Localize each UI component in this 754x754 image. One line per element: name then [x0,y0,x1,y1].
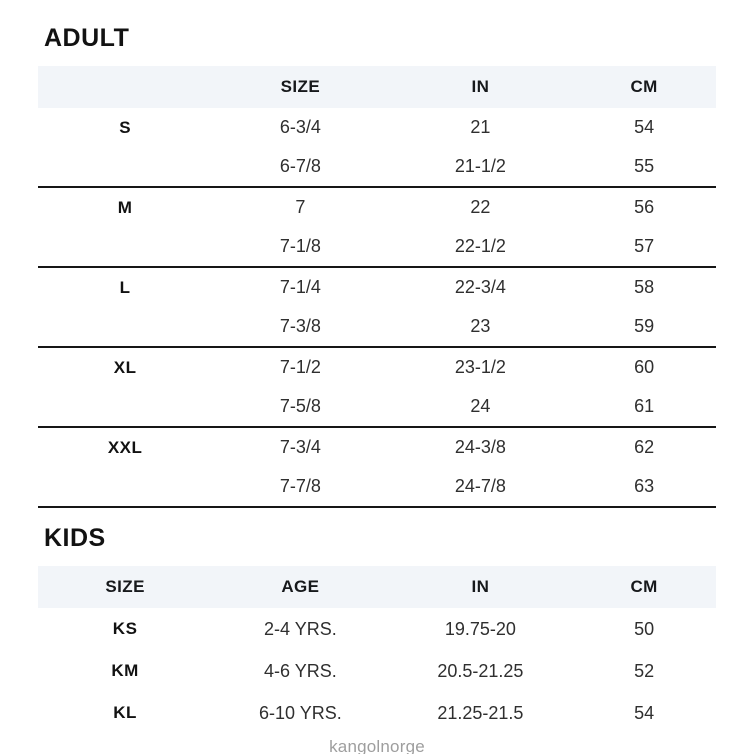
kids-size-row [38,692,716,734]
kids-section-title: KIDS [44,524,106,552]
kids-size-label: KL [113,703,137,722]
adult-size-cell: 7-3/8 [212,307,388,347]
adult-size-cell: 60 [634,357,655,377]
adult-size-label [38,307,212,347]
adult-size-row [38,187,716,227]
adult-size-row [38,108,716,147]
adult-size-cell: 7-3/4 [279,437,321,457]
adult-size-cell: 22 [470,197,491,217]
adult-size-label: XL [113,357,137,377]
adult-size-row [38,307,716,347]
kids-size-table [38,566,716,734]
adult-size-cell: 7-7/8 [212,467,388,507]
kids-size-label: KM [111,661,139,680]
kids-size-cell: 50 [634,618,655,639]
adult-header-cell: CM [572,66,716,108]
kids-size-cell: 19.75-20 [444,618,516,639]
adult-size-cell: 7-5/8 [212,387,388,427]
adult-size-cell: 21 [470,117,491,137]
kids-size-label: KS [112,619,138,638]
adult-header-cell [38,66,212,108]
adult-size-label [38,467,212,507]
kids-header-cell: CM [572,566,716,608]
adult-size-cell: 22-3/4 [454,277,506,297]
kids-table-body [38,608,716,734]
adult-size-row [38,347,716,387]
adult-size-cell: 24 [389,387,573,427]
adult-size-row [38,227,716,267]
adult-size-cell: 24-3/8 [454,437,506,457]
adult-size-cell: 7-1/4 [279,277,321,297]
kids-size-cell: 6-10 YRS. [259,702,342,723]
adult-size-row [38,387,716,427]
footer-brand: kangolnorge [329,737,425,754]
kids-size-cell: 4-6 YRS. [264,660,337,681]
adult-size-cell: 6-7/8 [212,147,388,187]
adult-size-row [38,467,716,507]
adult-size-cell: 24-7/8 [389,467,573,507]
kids-size-cell: 52 [634,660,655,681]
adult-size-cell: 7 [295,197,306,217]
adult-size-cell: 55 [572,147,716,187]
kids-size-row [38,608,716,650]
adult-size-cell: 56 [634,197,655,217]
adult-size-cell: 62 [634,437,655,457]
adult-size-cell: 57 [572,227,716,267]
adult-size-cell: 7-1/8 [212,227,388,267]
kids-size-cell: 2-4 YRS. [264,618,337,639]
adult-section-title: ADULT [44,24,130,52]
adult-size-row [38,427,716,467]
adult-size-label [38,387,212,427]
adult-size-cell: 21-1/2 [389,147,573,187]
adult-size-cell: 6-3/4 [279,117,321,137]
adult-size-cell: 7-1/2 [279,357,321,377]
kids-header-row [38,566,716,608]
adult-size-cell: 61 [572,387,716,427]
adult-size-table [38,66,716,508]
adult-size-label: M [117,197,133,217]
adult-table-body [38,108,716,507]
adult-size-cell: 63 [572,467,716,507]
kids-size-cell: 54 [634,702,655,723]
adult-size-label: S [119,117,132,137]
adult-size-row [38,267,716,307]
adult-size-label [38,147,212,187]
kids-header-cell: AGE [212,566,388,608]
adult-size-row [38,147,716,187]
adult-size-label [38,227,212,267]
adult-header-cell: SIZE [212,66,388,108]
adult-size-cell: 23 [389,307,573,347]
kids-size-cell: 21.25-21.5 [437,702,524,723]
adult-size-cell: 58 [634,277,655,297]
adult-size-cell: 22-1/2 [389,227,573,267]
adult-header-row [38,66,716,108]
kids-header-cell: SIZE [38,566,212,608]
adult-size-label: L [119,277,131,297]
adult-size-cell: 59 [572,307,716,347]
kids-size-cell: 20.5-21.25 [437,660,524,681]
kids-size-row [38,650,716,692]
kids-header-cell: IN [389,566,573,608]
adult-header-cell: IN [389,66,573,108]
adult-size-cell: 54 [634,117,655,137]
adult-size-label: XXL [107,437,143,457]
adult-size-cell: 23-1/2 [454,357,506,377]
